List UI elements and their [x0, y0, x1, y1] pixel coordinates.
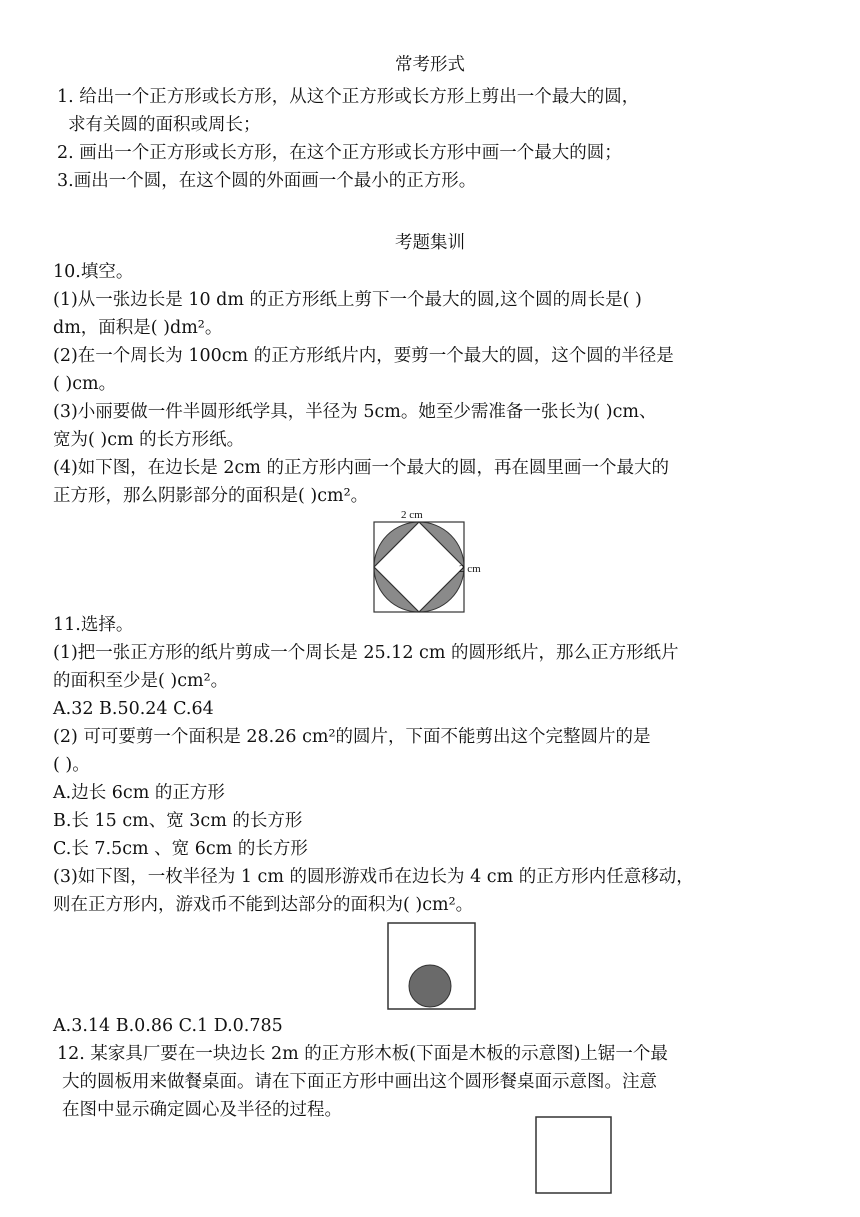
q12-line2: 大的圆板用来做餐桌面。请在下面正方形中画出这个圆形餐桌面示意图。注意 [62, 1072, 657, 1092]
section-title-common-forms: 常考形式 [395, 55, 465, 75]
q11-2-option-b: B.长 15 cm、宽 3cm 的长方形 [53, 811, 303, 831]
q10-3-line2: 宽为( )cm 的长方形纸。 [53, 430, 245, 450]
q11-1-line1: (1)把一张正方形的纸片剪成一个周长是 25.12 cm 的圆形纸片，那么正方形纸片 [53, 643, 679, 663]
q11-1-options: A.32 B.50.24 C.64 [53, 699, 214, 719]
q11-3-options: A.3.14 B.0.86 C.1 D.0.785 [53, 1016, 283, 1036]
form-item-3: 3.画出一个圆，在这个圆的外面画一个最小的正方形。 [57, 171, 477, 191]
q10-4-figure [365, 505, 505, 615]
q12-figure [534, 1115, 614, 1197]
top-length-label: 2 cm [401, 509, 423, 521]
q12-line3: 在图中显示确定圆心及半径的过程。 [62, 1100, 342, 1120]
q11-2-line1: (2) 可可要剪一个面积是 28.26 cm²的圆片，下面不能剪出这个完整圆片的是 [53, 727, 651, 747]
side-length-label: 2 cm [459, 563, 481, 575]
q11-3-figure [386, 922, 478, 1012]
q10-heading: 10.填空。 [53, 262, 134, 282]
wood-board-square [536, 1117, 611, 1193]
q11-1-line2: 的面积至少是( )cm²。 [53, 671, 229, 691]
q10-2-line1: (2)在一个周长为 100cm 的正方形纸片内，要剪一个最大的圆，这个圆的半径是 [53, 346, 674, 366]
q11-2-option-c: C.长 7.5cm 、宽 6cm 的长方形 [53, 839, 308, 859]
game-coin [409, 965, 451, 1007]
q11-2-line2: ( )。 [53, 755, 90, 775]
q11-2-option-a: A.边长 6cm 的正方形 [53, 783, 225, 803]
q10-4-line1: (4)如下图，在边长是 2cm 的正方形内画一个最大的圆，再在圆里画一个最大的 [53, 458, 669, 478]
shaded-segments [374, 522, 464, 612]
q10-1-line1: (1)从一张边长是 10 dm 的正方形纸上剪下一个最大的圆,这个圆的周长是( ) [53, 290, 642, 310]
q11-heading: 11.选择。 [53, 615, 134, 635]
q11-3-line2: 则在正方形内，游戏币不能到达部分的面积为( )cm²。 [53, 895, 474, 915]
q10-3-line1: (3)小丽要做一件半圆形纸学具，半径为 5cm。她至少需准备一张长为( )cm、 [53, 402, 657, 422]
form-item-2: 2. 画出一个正方形或长方形，在这个正方形或长方形中画一个最大的圆； [57, 143, 622, 163]
form-item-1: 1. 给出一个正方形或长方形，从这个正方形或长方形上剪出一个最大的圆， [57, 87, 640, 107]
q11-3-line1: (3)如下图，一枚半径为 1 cm 的圆形游戏币在边长为 4 cm 的正方形内任意移动， [53, 867, 694, 887]
q10-2-line2: ( )cm。 [53, 374, 117, 394]
section-title-exam-training: 考题集训 [395, 233, 465, 253]
form-item-1-cont: 求有关圆的面积或周长； [68, 115, 261, 135]
q10-4-line2: 正方形，那么阴影部分的面积是( )cm²。 [53, 486, 369, 506]
q12-line1: 12. 某家具厂要在一块边长 2m 的正方形木板(下面是木板的示意图)上锯一个最 [57, 1044, 668, 1064]
q10-1-line2: dm，面积是( )dm²。 [53, 318, 223, 338]
